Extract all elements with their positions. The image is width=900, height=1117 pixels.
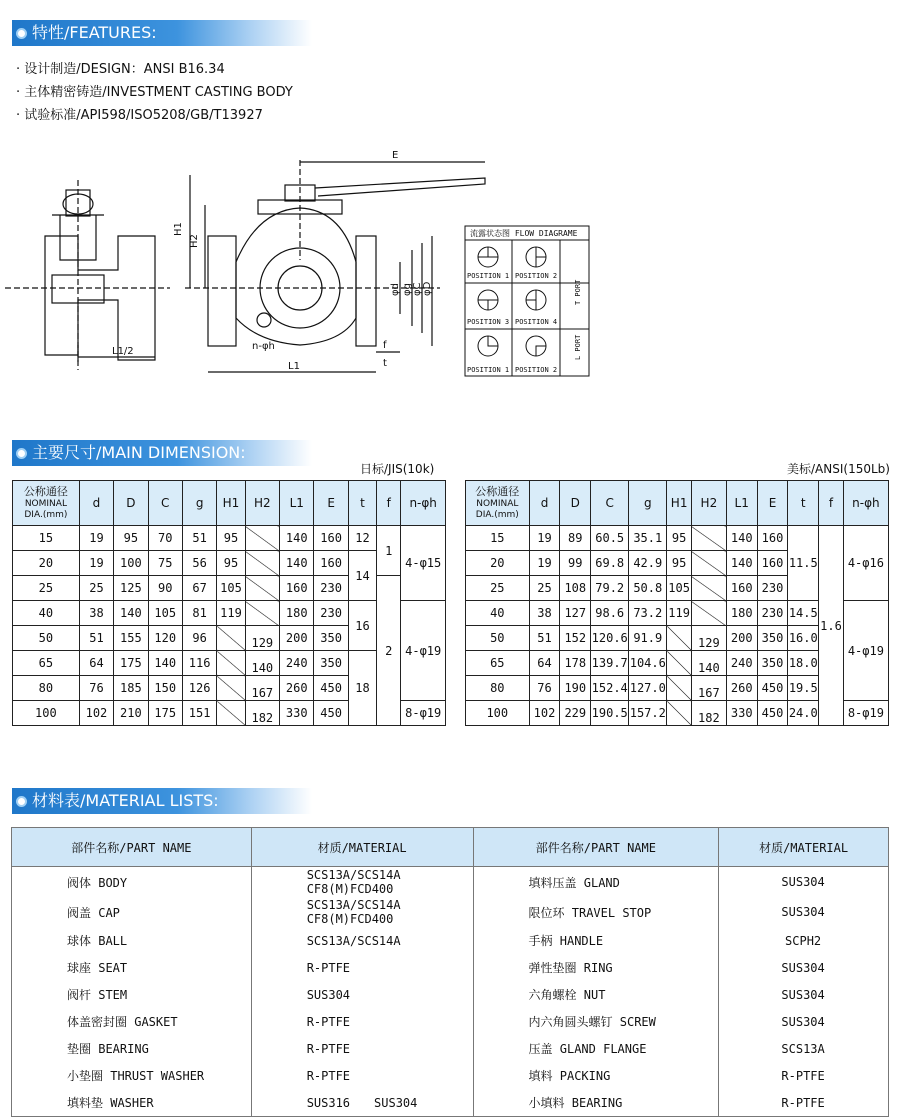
column-header: g	[629, 481, 667, 526]
table-cell: 19	[79, 526, 113, 551]
table-cell: 127	[560, 601, 591, 626]
column-header: g	[182, 481, 216, 526]
table-cell: 140	[114, 601, 148, 626]
dim-phi-D: φD	[422, 281, 433, 296]
table-cell: 180	[280, 601, 314, 626]
table-cell: 14.5	[788, 601, 819, 626]
table-cell: 140	[148, 651, 182, 676]
dimension-title: 主要尺寸/MAIN DIMENSION:	[32, 443, 246, 462]
table-cell: 99	[560, 551, 591, 576]
empty-cell	[245, 551, 279, 576]
table-cell: 16.0	[788, 626, 819, 651]
table-cell: 95	[217, 551, 245, 576]
dimension-heading	[12, 440, 312, 466]
table-cell: 185	[114, 676, 148, 701]
column-header: C	[148, 481, 182, 526]
table-cell: 95	[114, 526, 148, 551]
material-cell: SUS304	[719, 867, 889, 898]
table-cell: 157.2	[629, 701, 667, 726]
empty-cell	[691, 526, 726, 551]
table-row	[13, 526, 446, 551]
nominal-dia-cell: 20	[466, 551, 530, 576]
table-cell: 160	[314, 551, 348, 576]
material-cell: SUS304	[719, 954, 889, 981]
empty-cell	[667, 701, 692, 726]
table-cell: 4-φ19	[843, 601, 888, 701]
material-cell: R-PTFE	[251, 954, 473, 981]
material-cell: SCPH2	[719, 927, 889, 954]
table-cell: 4-φ15	[401, 526, 446, 601]
table-row	[12, 1062, 889, 1089]
table-header-row	[13, 481, 446, 526]
table-cell: 16	[348, 601, 376, 651]
table-cell: 105	[148, 601, 182, 626]
nominal-dia-cell: 25	[466, 576, 530, 601]
part-name-cell: 体盖密封圈 GASKET	[12, 1008, 252, 1035]
flow-position: POSITION 4	[515, 318, 558, 326]
features-list	[16, 58, 293, 127]
table-cell: 25	[529, 576, 560, 601]
feature-item: · 主体精密铸造/INVESTMENT CASTING BODY	[16, 81, 293, 104]
nominal-dia-cell: 20	[13, 551, 80, 576]
table-cell: 89	[560, 526, 591, 551]
table-cell: 190.5	[591, 701, 629, 726]
nominal-dia-cell: 80	[466, 676, 530, 701]
table-cell: 260	[726, 676, 757, 701]
empty-cell	[217, 701, 245, 726]
material-cell: SUS316 SUS304	[251, 1089, 473, 1117]
table-cell: 69.8	[591, 551, 629, 576]
table-cell: 350	[314, 651, 348, 676]
nominal-en: NOMINAL	[24, 498, 67, 509]
material-cell: SCS13A	[719, 1035, 889, 1062]
flow-position: POSITION 2	[515, 272, 558, 280]
part-name-cell: 阀体 BODY	[12, 867, 252, 898]
column-header: t	[348, 481, 376, 526]
table-cell: 160	[280, 576, 314, 601]
flow-diagram	[465, 226, 589, 376]
table-cell: 1	[377, 526, 401, 576]
table-cell: 230	[314, 576, 348, 601]
table-cell: 129	[245, 626, 279, 651]
table-row	[466, 526, 889, 551]
table-row	[12, 1035, 889, 1062]
table-cell: 25	[79, 576, 113, 601]
dim-n-phi-h: n-φh	[252, 341, 275, 352]
part-name-cell: 填料压盖 GLAND	[473, 867, 719, 898]
part-name-cell: 限位环 TRAVEL STOP	[473, 897, 719, 927]
material-cell: R-PTFE	[719, 1089, 889, 1117]
table-cell: 51	[182, 526, 216, 551]
table-cell: 1.6	[819, 526, 844, 726]
table-cell: 24.0	[788, 701, 819, 726]
dim-phi-C: φC	[412, 282, 423, 296]
bullet-icon	[16, 796, 27, 807]
table-cell: 450	[757, 676, 788, 701]
side-view	[5, 180, 170, 370]
table-cell: 127.0	[629, 676, 667, 701]
table-cell: 120	[148, 626, 182, 651]
table-cell: 140	[726, 551, 757, 576]
table-cell: 178	[560, 651, 591, 676]
column-header: L1	[280, 481, 314, 526]
empty-cell	[691, 576, 726, 601]
part-name-cell: 手柄 HANDLE	[473, 927, 719, 954]
column-header: C	[591, 481, 629, 526]
ansi-dimension-table	[465, 480, 889, 726]
table-cell: 200	[280, 626, 314, 651]
table-cell: 260	[280, 676, 314, 701]
column-header: t	[788, 481, 819, 526]
empty-cell	[245, 526, 279, 551]
t-port-label: T PORT	[574, 279, 582, 305]
nominal-dia-cell: 25	[13, 576, 80, 601]
table-cell: 12	[348, 526, 376, 551]
table-cell: 450	[314, 676, 348, 701]
table-cell: 4-φ16	[843, 526, 888, 601]
nominal-dia-header	[466, 481, 530, 526]
table-cell: 18	[348, 651, 376, 726]
table-cell: 175	[148, 701, 182, 726]
table-cell: 119	[217, 601, 245, 626]
empty-cell	[245, 576, 279, 601]
table-row	[12, 897, 889, 927]
table-cell: 76	[529, 676, 560, 701]
table-cell: 51	[79, 626, 113, 651]
material-cell: R-PTFE	[251, 1062, 473, 1089]
table-cell: 11.5	[788, 526, 819, 601]
part-name-cell: 填料垫 WASHER	[12, 1089, 252, 1117]
dim-L1: L1	[288, 361, 300, 372]
empty-cell	[691, 551, 726, 576]
empty-cell	[217, 651, 245, 676]
table-cell: 151	[182, 701, 216, 726]
table-cell: 102	[529, 701, 560, 726]
dim-E: E	[392, 150, 399, 161]
table-cell: 105	[217, 576, 245, 601]
empty-cell	[667, 626, 692, 651]
table-cell: 75	[148, 551, 182, 576]
table-cell: 19	[529, 526, 560, 551]
flow-position: POSITION 2	[515, 366, 558, 374]
table-cell: 350	[757, 651, 788, 676]
table-cell: 108	[560, 576, 591, 601]
material-cell: R-PTFE	[251, 1035, 473, 1062]
table-cell: 160	[757, 551, 788, 576]
nominal-zh: 公称通径	[23, 484, 68, 498]
table-cell: 450	[757, 701, 788, 726]
ansi-standard-label: 美标/ANSI(150Lb)	[787, 462, 890, 476]
table-cell: 175	[114, 651, 148, 676]
empty-cell	[245, 601, 279, 626]
flow-title: 流露状态图 FLOW DIAGRAME	[470, 229, 578, 238]
nominal-dia-cell: 40	[466, 601, 530, 626]
table-cell: 100	[114, 551, 148, 576]
part-name-cell: 阀杆 STEM	[12, 981, 252, 1008]
table-cell: 152.4	[591, 676, 629, 701]
table-cell: 330	[280, 701, 314, 726]
table-cell: 152	[560, 626, 591, 651]
empty-cell	[217, 626, 245, 651]
table-cell: 350	[757, 626, 788, 651]
column-header: H2	[245, 481, 279, 526]
flow-position: POSITION 1	[467, 272, 510, 280]
table-cell: 60.5	[591, 526, 629, 551]
table-cell: 167	[245, 676, 279, 701]
dim-L1-half: L1/2	[112, 346, 134, 357]
table-cell: 140	[280, 551, 314, 576]
table-cell: 350	[314, 626, 348, 651]
dim-phi-d: φd	[390, 283, 401, 296]
table-cell: 119	[667, 601, 692, 626]
flow-position: POSITION 1	[467, 366, 510, 374]
part-name-cell: 六角螺栓 NUT	[473, 981, 719, 1008]
nominal-dia-cell: 65	[466, 651, 530, 676]
nominal-en: NOMINAL	[476, 498, 519, 509]
column-header: H1	[217, 481, 245, 526]
nominal-dia-header	[13, 481, 80, 526]
part-name-cell: 填料 PACKING	[473, 1062, 719, 1089]
material-cell: SUS304	[719, 1008, 889, 1035]
material-cell: SCS13A/SCS14A	[251, 927, 473, 954]
table-cell: 155	[114, 626, 148, 651]
material-cell: R-PTFE	[251, 1008, 473, 1035]
table-cell: 35.1	[629, 526, 667, 551]
material-cell: SUS304	[251, 981, 473, 1008]
table-cell: 210	[114, 701, 148, 726]
table-cell: 19	[529, 551, 560, 576]
table-cell: 160	[726, 576, 757, 601]
part-name-cell: 小垫圈 THRUST WASHER	[12, 1062, 252, 1089]
nominal-dia-cell: 65	[13, 651, 80, 676]
valve-drawing	[0, 140, 900, 390]
materials-title: 材料表/MATERIAL LISTS:	[32, 791, 219, 810]
table-cell: 8-φ19	[401, 701, 446, 726]
nominal-dia-cell: 50	[466, 626, 530, 651]
part-name-cell: 内六角圆头螺钉 SCREW	[473, 1008, 719, 1035]
l-port-label: L PORT	[574, 334, 582, 360]
features-title: 特性/FEATURES:	[32, 23, 157, 42]
table-cell: 230	[757, 601, 788, 626]
nominal-dia-cell: 100	[466, 701, 530, 726]
table-row	[12, 1089, 889, 1117]
table-header-row	[466, 481, 889, 526]
table-cell: 14	[348, 551, 376, 601]
dim-H1: H1	[173, 222, 184, 236]
table-cell: 2	[377, 576, 401, 726]
part-name-header: 部件名称/PART NAME	[12, 828, 252, 867]
bullet-icon	[16, 28, 27, 39]
part-name-cell: 阀盖 CAP	[12, 897, 252, 927]
nominal-en: DIA.(mm)	[24, 509, 68, 520]
table-cell: 91.9	[629, 626, 667, 651]
table-cell: 129	[691, 626, 726, 651]
table-cell: 190	[560, 676, 591, 701]
part-name-cell: 压盖 GLAND FLANGE	[473, 1035, 719, 1062]
part-name-cell: 球体 BALL	[12, 927, 252, 954]
table-cell: 51	[529, 626, 560, 651]
table-cell: 180	[726, 601, 757, 626]
table-cell: 81	[182, 601, 216, 626]
table-cell: 330	[726, 701, 757, 726]
table-cell: 240	[726, 651, 757, 676]
features-heading	[12, 20, 312, 46]
table-cell: 90	[148, 576, 182, 601]
table-row	[12, 927, 889, 954]
table-cell: 96	[182, 626, 216, 651]
part-name-cell: 弹性垫圈 RING	[473, 954, 719, 981]
table-cell: 200	[726, 626, 757, 651]
table-cell: 95	[667, 526, 692, 551]
dim-H2: H2	[189, 234, 200, 248]
nominal-en: DIA.(mm)	[475, 509, 519, 520]
material-cell: SCS13A/SCS14A CF8(M)FCD400	[251, 867, 473, 898]
table-cell: 19	[79, 551, 113, 576]
column-header: H1	[667, 481, 692, 526]
table-row	[12, 1008, 889, 1035]
nominal-dia-cell: 40	[13, 601, 80, 626]
table-cell: 18.0	[788, 651, 819, 676]
table-cell: 8-φ19	[843, 701, 888, 726]
table-cell: 160	[757, 526, 788, 551]
table-cell: 73.2	[629, 601, 667, 626]
table-header-row	[12, 828, 889, 867]
table-cell: 56	[182, 551, 216, 576]
table-cell: 104.6	[629, 651, 667, 676]
table-cell: 240	[280, 651, 314, 676]
table-cell: 102	[79, 701, 113, 726]
material-header: 材质/MATERIAL	[719, 828, 889, 867]
material-cell: SCS13A/SCS14A CF8(M)FCD400	[251, 897, 473, 927]
column-header: H2	[691, 481, 726, 526]
column-header: E	[757, 481, 788, 526]
empty-cell	[667, 651, 692, 676]
jis-standard-label: 日标/JIS(10k)	[360, 462, 435, 476]
table-cell: 105	[667, 576, 692, 601]
table-cell: 79.2	[591, 576, 629, 601]
table-cell: 4-φ19	[401, 601, 446, 701]
table-cell: 38	[529, 601, 560, 626]
table-cell: 120.6	[591, 626, 629, 651]
nominal-zh: 公称通径	[475, 484, 520, 498]
materials-heading	[12, 788, 312, 814]
table-cell: 70	[148, 526, 182, 551]
table-cell: 76	[79, 676, 113, 701]
dim-t: t	[383, 358, 387, 369]
table-cell: 182	[691, 701, 726, 726]
table-cell: 98.6	[591, 601, 629, 626]
table-cell: 230	[757, 576, 788, 601]
table-cell: 42.9	[629, 551, 667, 576]
table-cell: 140	[726, 526, 757, 551]
empty-cell	[217, 676, 245, 701]
material-cell: SUS304	[719, 897, 889, 927]
front-view	[185, 160, 485, 372]
column-header: n-φh	[843, 481, 888, 526]
table-cell: 230	[314, 601, 348, 626]
part-name-cell: 小填料 BEARING	[473, 1089, 719, 1117]
table-cell: 139.7	[591, 651, 629, 676]
table-cell: 182	[245, 701, 279, 726]
nominal-dia-cell: 80	[13, 676, 80, 701]
material-table	[11, 827, 889, 1117]
column-header: d	[529, 481, 560, 526]
empty-cell	[691, 601, 726, 626]
table-cell: 160	[314, 526, 348, 551]
flow-position: POSITION 3	[467, 318, 510, 326]
column-header: n-φh	[401, 481, 446, 526]
table-row	[12, 981, 889, 1008]
material-header: 材质/MATERIAL	[251, 828, 473, 867]
part-name-cell: 垫圈 BEARING	[12, 1035, 252, 1062]
column-header: f	[377, 481, 401, 526]
table-row	[12, 867, 889, 898]
table-cell: 64	[79, 651, 113, 676]
table-cell: 229	[560, 701, 591, 726]
empty-cell	[667, 676, 692, 701]
bullet-icon	[16, 448, 27, 459]
material-cell: R-PTFE	[719, 1062, 889, 1089]
table-cell: 95	[217, 526, 245, 551]
table-cell: 125	[114, 576, 148, 601]
nominal-dia-cell: 100	[13, 701, 80, 726]
table-cell: 450	[314, 701, 348, 726]
table-cell: 150	[148, 676, 182, 701]
table-cell: 126	[182, 676, 216, 701]
dim-f: f	[383, 340, 387, 351]
dim-phi-g: φg	[402, 283, 413, 296]
table-cell: 67	[182, 576, 216, 601]
table-cell: 38	[79, 601, 113, 626]
column-header: E	[314, 481, 348, 526]
part-name-header: 部件名称/PART NAME	[473, 828, 719, 867]
column-header: L1	[726, 481, 757, 526]
column-header: f	[819, 481, 844, 526]
table-cell: 50.8	[629, 576, 667, 601]
column-header: D	[560, 481, 591, 526]
table-cell: 95	[667, 551, 692, 576]
table-cell: 19.5	[788, 676, 819, 701]
material-cell: SUS304	[719, 981, 889, 1008]
feature-item: · 设计制造/DESIGN：ANSI B16.34	[16, 58, 293, 81]
part-name-cell: 球座 SEAT	[12, 954, 252, 981]
column-header: d	[79, 481, 113, 526]
table-cell: 140	[691, 651, 726, 676]
nominal-dia-cell: 50	[13, 626, 80, 651]
table-cell: 140	[280, 526, 314, 551]
table-cell: 167	[691, 676, 726, 701]
jis-dimension-table	[12, 480, 446, 726]
table-cell: 140	[245, 651, 279, 676]
table-row	[12, 954, 889, 981]
table-row	[13, 576, 446, 601]
feature-item: · 试验标准/API598/ISO5208/GB/T13927	[16, 104, 293, 127]
nominal-dia-cell: 15	[466, 526, 530, 551]
table-cell: 116	[182, 651, 216, 676]
table-cell: 64	[529, 651, 560, 676]
nominal-dia-cell: 15	[13, 526, 80, 551]
column-header: D	[114, 481, 148, 526]
